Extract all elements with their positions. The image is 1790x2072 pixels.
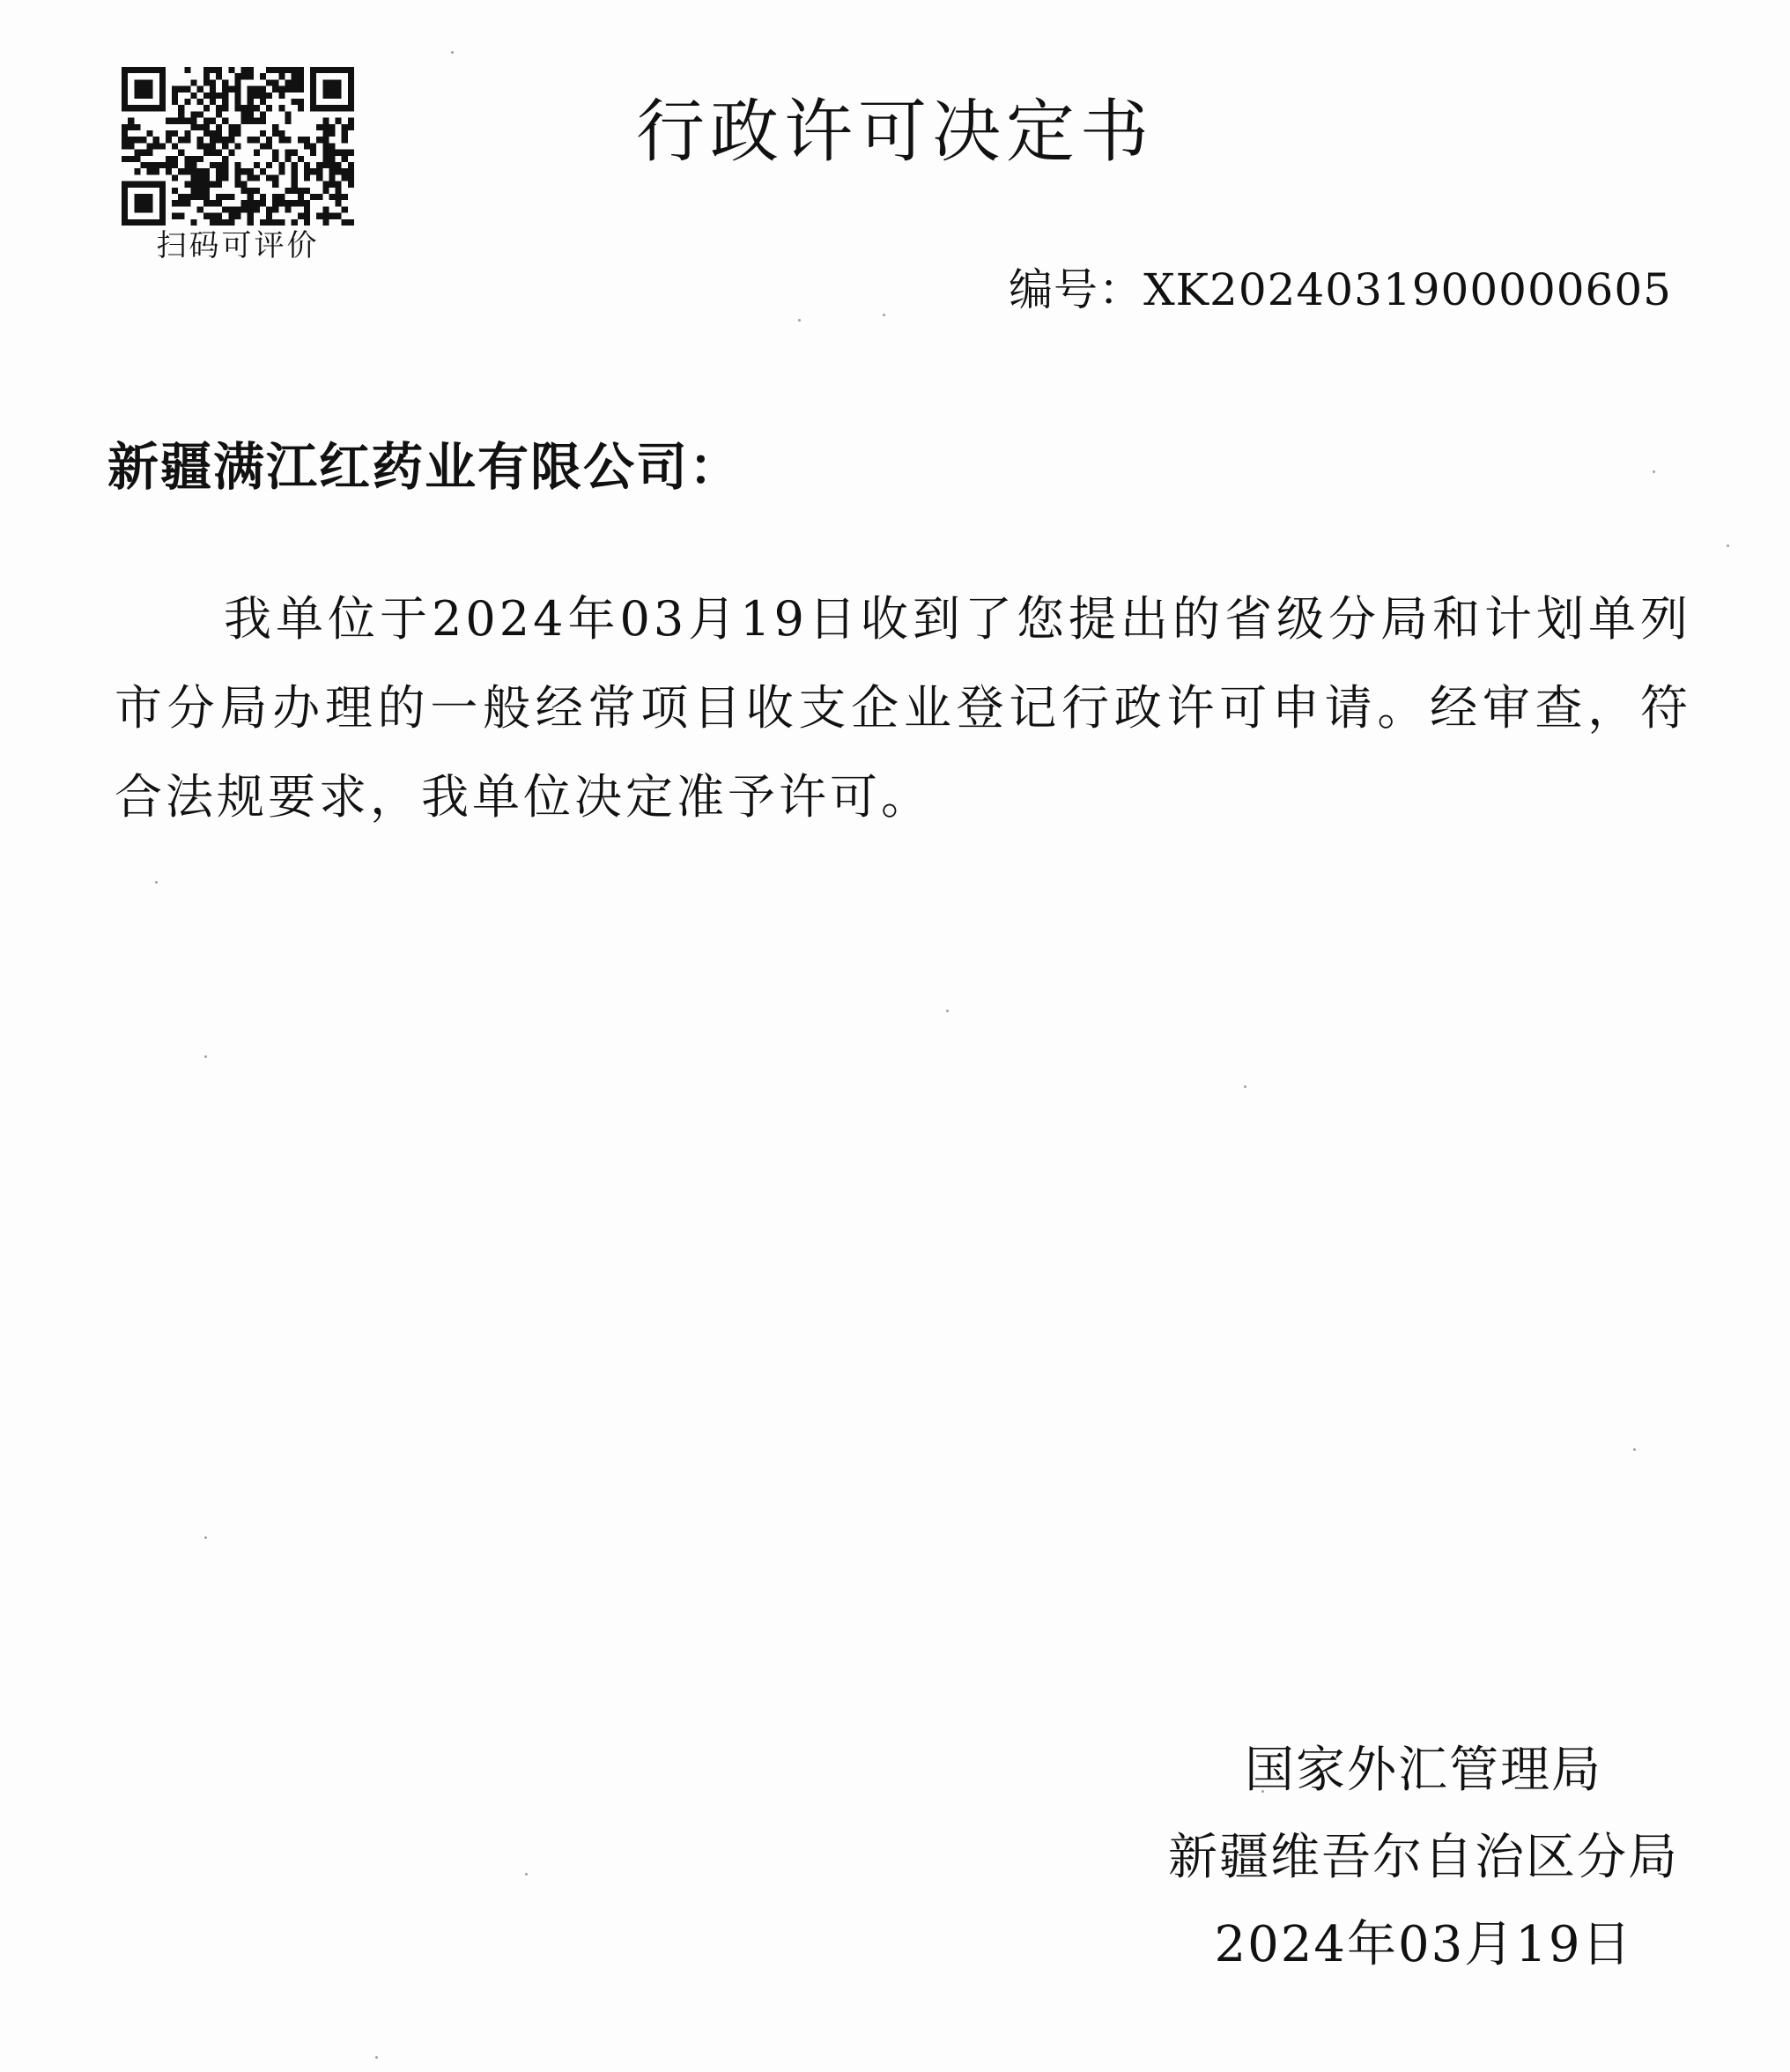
scan-speck — [525, 1873, 528, 1876]
scan-speck — [204, 1536, 207, 1539]
scan-speck — [375, 2056, 378, 2059]
scan-speck — [1653, 470, 1655, 473]
document-number-value: XK2024031900000605 — [1143, 264, 1672, 315]
scan-speck — [883, 314, 885, 316]
document-title: 行政许可决定书 — [635, 92, 1154, 172]
scan-speck — [204, 1055, 207, 1058]
signature-branch: 新疆维吾尔自治区分局 — [1168, 1829, 1679, 1886]
scan-speck — [1244, 1085, 1246, 1088]
body-paragraph: 我单位于2024年03月19日收到了您提出的省级分局和计划单列市分局办理的一般经常项目收支企业登记行政许可申请。经审查，符合法规要求，我单位决定准予许可。 — [115, 591, 1691, 825]
scan-speck — [946, 1010, 949, 1012]
signature-date: 2024年03月19日 — [1214, 1916, 1633, 1973]
scan-speck — [451, 51, 454, 54]
qr-caption: 扫码可评价 — [156, 228, 320, 263]
scan-speck — [798, 319, 801, 322]
signature-agency: 国家外汇管理局 — [1245, 1742, 1602, 1799]
signature-block — [1124, 1727, 1723, 1988]
recipient: 新疆满江红药业有限公司： — [107, 437, 743, 497]
scan-speck — [1633, 1448, 1636, 1451]
document-number — [1009, 261, 1672, 319]
document-number-label: 编号： — [1009, 264, 1144, 315]
scan-speck — [1727, 544, 1729, 547]
scan-speck — [155, 881, 158, 884]
